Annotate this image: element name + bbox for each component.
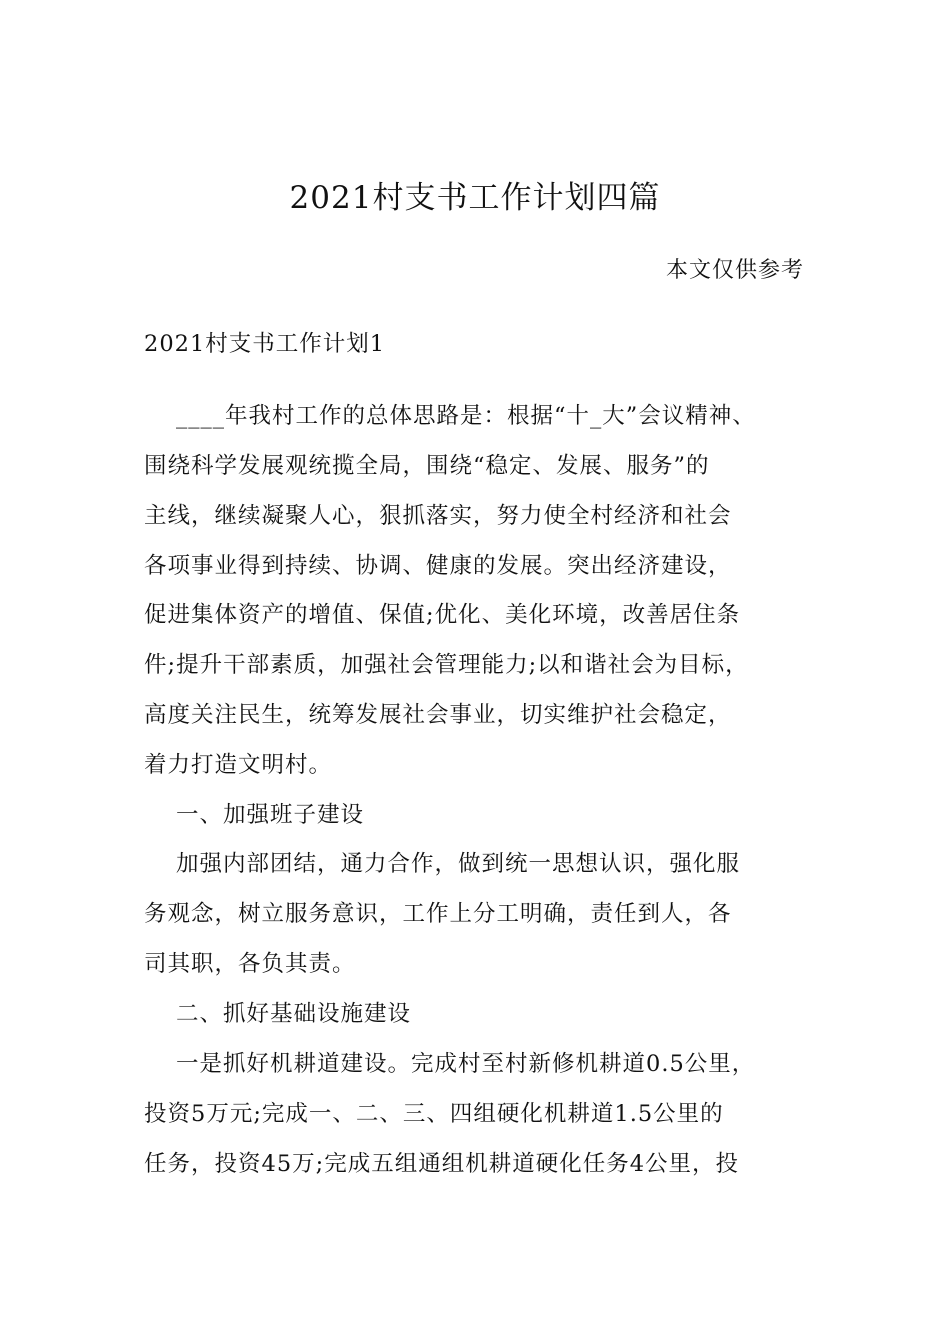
paragraph-line: 件;提升干部素质，加强社会管理能力;以和谐社会为目标， <box>144 652 749 678</box>
paragraph-line: 高度关注民生，统筹发展社会事业，切实维护社会稳定， <box>144 702 732 728</box>
subheading-team-building: 一、加强班子建设 <box>176 802 365 828</box>
paragraph-line: 围绕科学发展观统揽全局，围绕“稳定、发展、服务”的 <box>144 453 710 479</box>
section-heading: 2021村支书工作计划1 <box>144 331 386 357</box>
paragraph-line: 任务，投资45万;完成五组通组机耕道硬化任务4公里，投 <box>144 1151 740 1177</box>
paragraph-line: 司其职，各负其责。 <box>144 951 356 977</box>
document-title: 2021村支书工作计划四篇 <box>289 180 661 216</box>
paragraph-line: 投资5万元;完成一、二、三、四组硬化机耕道1.5公里的 <box>144 1101 724 1127</box>
paragraph-line: 促进集体资产的增值、保值;优化、美化环境，改善居住条 <box>144 602 741 628</box>
paragraph-line: 着力打造文明村。 <box>144 752 333 778</box>
subheading-infrastructure: 二、抓好基础设施建设 <box>176 1001 412 1027</box>
paragraph-line: 加强内部团结，通力合作，做到统一思想认识，强化服 <box>176 851 741 877</box>
paragraph-line: 各项事业得到持续、协调、健康的发展。突出经济建设， <box>144 553 732 579</box>
paragraph-line: 主线，继续凝聚人心，狠抓落实，努力使全村经济和社会 <box>144 503 732 529</box>
reference-note: 本文仅供参考 <box>665 258 804 283</box>
paragraph-line: 务观念，树立服务意识，工作上分工明确，责任到人，各 <box>144 901 732 927</box>
paragraph-line: 一是抓好机耕道建设。完成村至村新修机耕道0.5公里， <box>176 1051 756 1077</box>
paragraph-line: ____年我村工作的总体思路是：根据“十_大”会议精神、 <box>176 403 756 429</box>
